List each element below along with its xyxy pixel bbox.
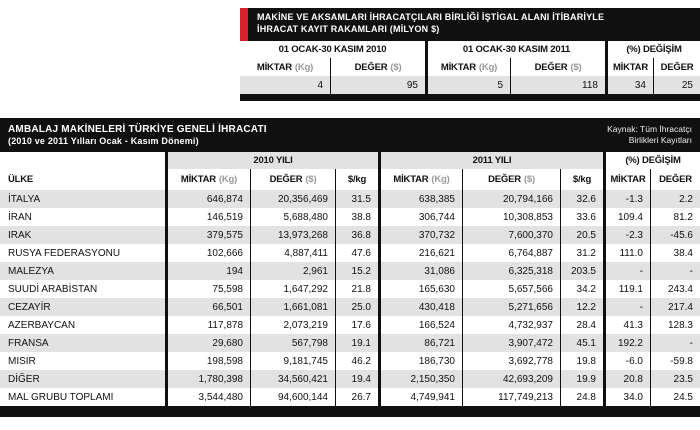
- deger-2010-cell: 1,647,292: [250, 280, 335, 298]
- packaging-table-header-band: [0, 118, 700, 152]
- perkg-2010-cell: 19.4: [335, 370, 378, 388]
- perkg-2010-cell: 31.5: [335, 190, 378, 208]
- perkg-2011-cell: 24.8: [560, 388, 603, 406]
- deger-pct-cell: -: [650, 262, 700, 280]
- col-deger-2010: DEĞER ($): [250, 169, 335, 190]
- usd-unit-label: ($): [570, 61, 582, 73]
- miktar-2010-cell: 646,874: [165, 190, 250, 208]
- country-cell: MISIR: [8, 355, 36, 367]
- miktar-2010-cell: 66,501: [165, 298, 250, 316]
- deger-pct-cell: 128.3: [650, 316, 700, 334]
- miktar-pct-cell: -2.3: [603, 226, 650, 244]
- machinery-table-bottom-bar: [240, 94, 700, 101]
- kg-unit-label: (Kg): [431, 174, 450, 185]
- deger-2011-cell: 6,764,887: [462, 244, 560, 262]
- miktar-2010-cell: 1,780,398: [165, 370, 250, 388]
- country-cell: DİĞER: [8, 373, 40, 385]
- red-accent-bar: [240, 8, 248, 41]
- deger-2010-cell: 2,073,219: [250, 316, 335, 334]
- miktar-pct-cell: 111.0: [603, 244, 650, 262]
- miktar-2011-cell: 165,630: [378, 280, 462, 298]
- deger-2010-cell: 94,600,144: [250, 388, 335, 406]
- miktar-2011-cell: 4,749,941: [378, 388, 462, 406]
- perkg-2011-cell: 12.2: [560, 298, 603, 316]
- miktar-2011-cell: 31,086: [378, 262, 462, 280]
- machinery-export-summary-table: [240, 8, 700, 101]
- kg-unit-label: (Kg): [294, 61, 314, 73]
- table-row: [0, 388, 700, 406]
- col-deger-pct: DEĞER: [653, 58, 700, 76]
- miktar-pct-cell: 41.3: [603, 316, 650, 334]
- machinery-table-header-band: [240, 8, 700, 41]
- deger-2011-cell: 20,794,166: [462, 190, 560, 208]
- table-row: [0, 280, 700, 298]
- period-2010-header: 01 OCAK-30 KASIM 2010: [278, 44, 387, 55]
- country-cell: CEZAYİR: [8, 301, 51, 313]
- miktar-2010-cell: 194: [165, 262, 250, 280]
- table-row: [0, 298, 700, 316]
- machinery-title-line1: MAKİNE VE AKSAMLARI İHRACATÇILARI BİRLİĞİ İŞTİGAL ALANI İTİBARİYLE: [257, 12, 605, 22]
- country-cell: MALEZYA: [8, 265, 54, 277]
- col-perkg-2010: $/kg: [335, 169, 378, 190]
- deger-2010-cell: 5,688,480: [250, 208, 335, 226]
- col-deger-2010: DEĞER ($): [330, 58, 425, 76]
- miktar-2010-value: 4: [317, 79, 323, 91]
- perkg-2010-cell: 36.8: [335, 226, 378, 244]
- usd-unit-label: ($): [390, 61, 402, 73]
- source-note: [607, 124, 692, 147]
- deger-2011-cell: 7,600,370: [462, 226, 560, 244]
- country-cell: İTALYA: [8, 193, 41, 205]
- deger-pct-cell: 23.5: [650, 370, 700, 388]
- miktar-pct-cell: 119.1: [603, 280, 650, 298]
- country-cell: İRAN: [8, 211, 32, 223]
- usd-unit-label: ($): [523, 174, 535, 185]
- deger-2011-cell: 117,749,213: [462, 388, 560, 406]
- deger-2011-cell: 10,308,853: [462, 208, 560, 226]
- miktar-pct-cell: 109.4: [603, 208, 650, 226]
- deger-2010-cell: 20,356,469: [250, 190, 335, 208]
- percent-change-header: (%) DEĞİŞİM: [605, 41, 700, 58]
- table-row: [0, 244, 700, 262]
- group-empty-cell: [0, 152, 165, 169]
- col-miktar-2011: MİKTAR (Kg): [425, 58, 510, 76]
- country-cell: MAL GRUBU TOPLAMI: [8, 391, 114, 403]
- col-miktar-2011: MİKTAR (Kg): [378, 169, 462, 190]
- miktar-2011-cell: 86,721: [378, 334, 462, 352]
- deger-2010-cell: 1,661,081: [250, 298, 335, 316]
- deger-pct-cell: 24.5: [650, 388, 700, 406]
- col-ulke: ÜLKE: [8, 174, 34, 185]
- deger-2011-cell: 5,271,656: [462, 298, 560, 316]
- perkg-2011-cell: 34.2: [560, 280, 603, 298]
- deger-2010-cell: 4,887,411: [250, 244, 335, 262]
- perkg-2010-cell: 47.6: [335, 244, 378, 262]
- deger-pct-cell: 38.4: [650, 244, 700, 262]
- deger-2011-cell: 6,325,318: [462, 262, 560, 280]
- packaging-table-subtitle: (2010 ve 2011 Yılları Ocak - Kasım Dönemi): [8, 135, 199, 146]
- period-2011-header: 01 OCAK-30 KASIM 2011: [425, 41, 605, 58]
- deger-pct-cell: 81.2: [650, 208, 700, 226]
- deger-2010-value: 95: [330, 76, 425, 94]
- col-deger-2011: DEĞER ($): [510, 58, 605, 76]
- perkg-2011-cell: 19.9: [560, 370, 603, 388]
- source-line2: Birlikleri Kayıtları: [628, 135, 692, 145]
- deger-2011-cell: 3,692,778: [462, 352, 560, 370]
- perkg-2011-cell: 31.2: [560, 244, 603, 262]
- miktar-2010-cell: 117,878: [165, 316, 250, 334]
- perkg-2011-cell: 20.5: [560, 226, 603, 244]
- perkg-2011-cell: 19.8: [560, 352, 603, 370]
- table-row: [0, 334, 700, 352]
- miktar-2010-cell: 3,544,480: [165, 388, 250, 406]
- perkg-2010-cell: 15.2: [335, 262, 378, 280]
- table-row: [0, 262, 700, 280]
- perkg-2010-cell: 26.7: [335, 388, 378, 406]
- miktar-pct-cell: -6.0: [603, 352, 650, 370]
- machinery-period-group-row: [240, 41, 700, 58]
- usd-unit-label: ($): [305, 174, 317, 185]
- perkg-2011-cell: 203.5: [560, 262, 603, 280]
- country-cell: SUUDİ ARABİSTAN: [8, 283, 98, 295]
- miktar-pct-cell: 192.2: [603, 334, 650, 352]
- table-row: [0, 352, 700, 370]
- machinery-title-line2: İHRACAT KAYIT RAKAMLARI (MİLYON $): [257, 24, 440, 35]
- miktar-pct-cell: 20.8: [603, 370, 650, 388]
- table-row: [0, 316, 700, 334]
- deger-pct-cell: -45.6: [650, 226, 700, 244]
- miktar-2011-cell: 186,730: [378, 352, 462, 370]
- deger-2011-cell: 4,732,937: [462, 316, 560, 334]
- miktar-2011-value: 5: [425, 76, 510, 94]
- deger-2011-cell: 3,907,472: [462, 334, 560, 352]
- deger-2010-cell: 2,961: [250, 262, 335, 280]
- perkg-2011-cell: 32.6: [560, 190, 603, 208]
- deger-2010-cell: 34,560,421: [250, 370, 335, 388]
- table-row: [0, 190, 700, 208]
- packaging-table-title: AMBALAJ MAKİNELERİ TÜRKİYE GENELİ İHRACATI: [8, 123, 267, 135]
- deger-pct-cell: 217.4: [650, 298, 700, 316]
- group-2010: 2010 YILI: [165, 152, 378, 169]
- country-cell: FRANSA: [8, 337, 49, 349]
- miktar-2011-cell: 306,744: [378, 208, 462, 226]
- miktar-2010-cell: 146,519: [165, 208, 250, 226]
- table-row: [0, 370, 700, 388]
- perkg-2010-cell: 25.0: [335, 298, 378, 316]
- deger-pct-cell: -: [650, 334, 700, 352]
- col-miktar-pct: MİKTAR: [605, 58, 653, 76]
- country-rows: [0, 190, 700, 406]
- group-2011: 2011 YILI: [378, 152, 603, 169]
- machinery-table-title: [248, 8, 604, 41]
- kg-unit-label: (Kg): [478, 61, 498, 73]
- miktar-2011-cell: 638,385: [378, 190, 462, 208]
- miktar-2010-cell: 198,598: [165, 352, 250, 370]
- table-row: [0, 208, 700, 226]
- miktar-2010-cell: 102,666: [165, 244, 250, 262]
- deger-2010-cell: 567,798: [250, 334, 335, 352]
- group-percent-change: (%) DEĞİŞİM: [603, 152, 700, 169]
- col-miktar-2010: MİKTAR (Kg): [256, 61, 314, 73]
- perkg-2011-cell: 33.6: [560, 208, 603, 226]
- country-cell: AZERBAYCAN: [8, 319, 76, 331]
- perkg-2011-cell: 45.1: [560, 334, 603, 352]
- perkg-2010-cell: 38.8: [335, 208, 378, 226]
- perkg-2010-cell: 46.2: [335, 352, 378, 370]
- deger-2010-cell: 13,973,268: [250, 226, 335, 244]
- machinery-values-row: [240, 76, 700, 94]
- deger-2010-cell: 9,181,745: [250, 352, 335, 370]
- source-line1: Kaynak: Tüm İhracatçı: [607, 123, 692, 134]
- col-miktar-pct: MİKTAR: [603, 169, 650, 190]
- perkg-2010-cell: 19.1: [335, 334, 378, 352]
- deger-pct-value: 25: [653, 76, 700, 94]
- miktar-pct-cell: 34.0: [603, 388, 650, 406]
- perkg-2010-cell: 21.8: [335, 280, 378, 298]
- miktar-pct-cell: -: [603, 298, 650, 316]
- deger-2011-cell: 42,693,209: [462, 370, 560, 388]
- miktar-2011-cell: 2,150,350: [378, 370, 462, 388]
- country-cell: RUSYA FEDERASYONU: [8, 247, 121, 259]
- deger-pct-cell: -59.8: [650, 352, 700, 370]
- miktar-2010-cell: 75,598: [165, 280, 250, 298]
- col-perkg-2011: $/kg: [560, 169, 603, 190]
- deger-2011-value: 118: [510, 76, 605, 94]
- miktar-2011-cell: 216,621: [378, 244, 462, 262]
- country-table-header-row: [0, 169, 700, 190]
- packaging-table-title-block: [8, 123, 267, 148]
- table-row: [0, 226, 700, 244]
- col-deger-2011: DEĞER ($): [462, 169, 560, 190]
- kg-unit-label: (Kg): [218, 174, 238, 185]
- packaging-table-bottom-bar: [0, 406, 700, 417]
- country-cell: IRAK: [8, 229, 32, 241]
- col-deger-pct: DEĞER: [650, 169, 700, 190]
- miktar-pct-cell: -1.3: [603, 190, 650, 208]
- deger-2011-cell: 5,657,566: [462, 280, 560, 298]
- miktar-pct-value: 34: [605, 76, 653, 94]
- year-group-row: [0, 152, 700, 169]
- miktar-pct-cell: -: [603, 262, 650, 280]
- perkg-2011-cell: 28.4: [560, 316, 603, 334]
- machinery-column-header-row: [240, 58, 700, 76]
- miktar-2011-cell: 370,732: [378, 226, 462, 244]
- packaging-machinery-export-table: [0, 118, 700, 417]
- col-miktar-2010: MİKTAR (Kg): [165, 169, 250, 190]
- miktar-2010-cell: 379,575: [165, 226, 250, 244]
- miktar-2011-cell: 430,418: [378, 298, 462, 316]
- deger-pct-cell: 243.4: [650, 280, 700, 298]
- miktar-2011-cell: 166,524: [378, 316, 462, 334]
- perkg-2010-cell: 17.6: [335, 316, 378, 334]
- miktar-2010-cell: 29,680: [165, 334, 250, 352]
- deger-pct-cell: 2.2: [650, 190, 700, 208]
